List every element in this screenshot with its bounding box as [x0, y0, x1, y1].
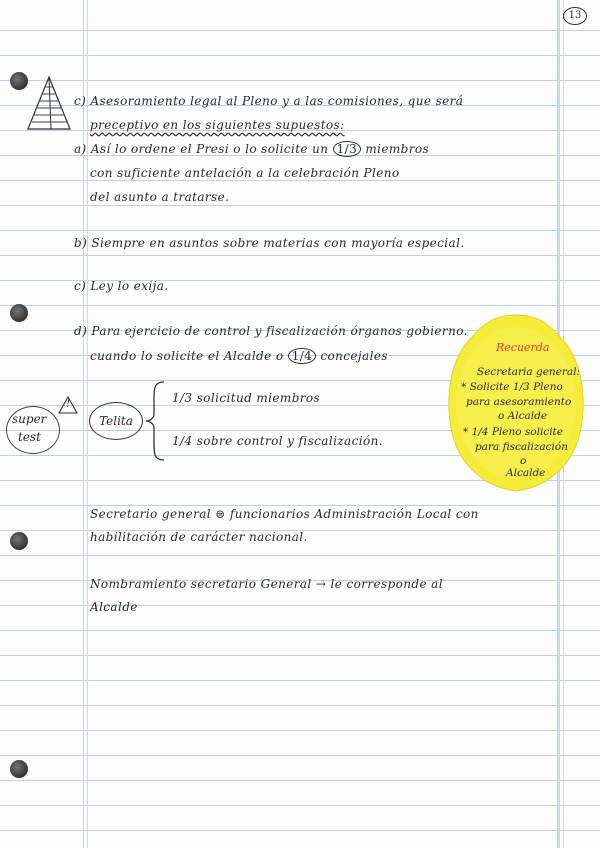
nombramiento-line1: Nombramiento secretario General → le corresponde al — [90, 577, 443, 591]
point-c-line: c) Ley lo exija. — [74, 279, 169, 293]
bracket-line2: 1/4 sobre control y fiscalización. — [172, 434, 383, 448]
nombramiento-line2: Alcalde — [90, 600, 138, 614]
binder-hole — [10, 304, 28, 322]
point-d-text: cuando lo solicite el Alcalde o — [90, 349, 284, 363]
fraction-one-quarter: 1/4 — [288, 348, 317, 364]
page-number: 13 — [563, 7, 587, 25]
fraction-one-third: 1/3 — [333, 141, 362, 157]
curly-bracket-icon — [144, 380, 168, 462]
item-c-heading: c) Asesoramiento legal al Pleno y a las comisiones, que será — [74, 94, 464, 108]
binder-hole — [10, 532, 28, 550]
lemon-line6: para fiscalización — [475, 441, 568, 453]
super-test-line2: test — [18, 430, 41, 444]
secretario-line2: habilitación de carácter nacional. — [90, 530, 308, 544]
lemon-line2: * Solicite 1/3 Pleno — [461, 381, 563, 393]
lemon-line3: para asesoramiento — [466, 396, 572, 408]
secretario-line1: Secretario general ⊜ funcionarios Administración Local con — [90, 507, 479, 521]
lemon-line8: Alcalde — [506, 467, 546, 479]
lemon-line4: o Alcalde — [498, 410, 548, 422]
pyramid-doodle-icon — [24, 75, 74, 133]
binder-hole — [10, 760, 28, 778]
point-d-line1: d) Para ejercicio de control y fiscalización órganos gobierno. — [74, 324, 468, 338]
point-b-line: b) Siempre en asuntos sobre materias con mayoría especial. — [74, 236, 465, 250]
warning-mark: ! — [66, 399, 71, 410]
point-d-text-after: concejales — [320, 349, 388, 363]
margin-line — [83, 0, 84, 848]
point-a-line1 — [74, 141, 429, 157]
point-a-line3: del asunto a tratarse. — [90, 190, 230, 204]
lemon-title: Recuerda — [496, 341, 550, 354]
lemon-line5: * 1/4 Pleno solicite — [463, 426, 563, 438]
bracket-line1: 1/3 solicitud miembros — [172, 391, 321, 405]
point-a-text-after: miembros — [365, 142, 430, 156]
telita-bubble: Telita — [89, 402, 143, 440]
lemon-line1: Secretaria general: — [477, 366, 581, 378]
lemon-line7: o — [520, 455, 527, 467]
point-a-line2: con suficiente antelación a la celebración Pleno — [90, 166, 400, 180]
point-a-text: a) Así lo ordene el Presi o lo solicite un — [74, 142, 329, 156]
point-d-line2 — [90, 348, 388, 364]
item-c-heading-2: preceptivo en los siguientes supuestos: — [90, 118, 345, 132]
margin-line — [87, 0, 88, 848]
super-test-line1: super — [12, 412, 47, 426]
